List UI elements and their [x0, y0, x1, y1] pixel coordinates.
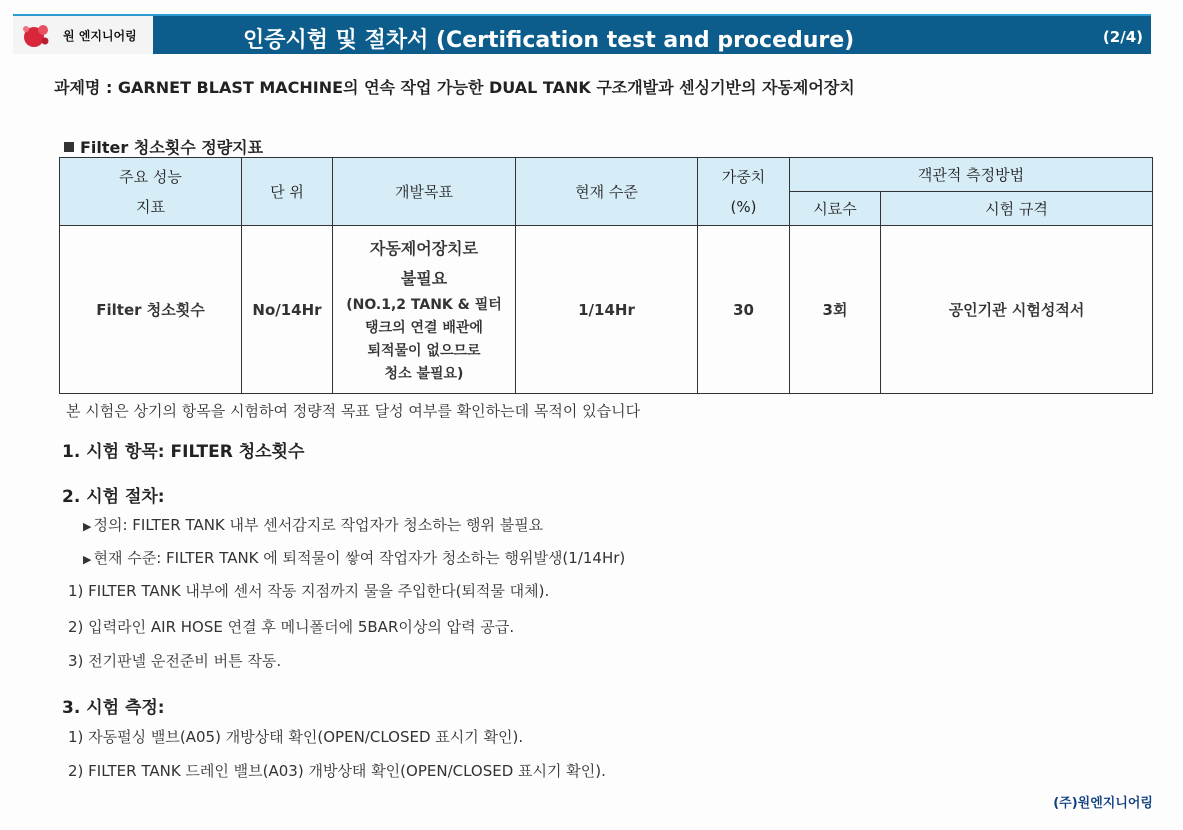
section-2-title: 2. 시험 절차: — [62, 487, 165, 507]
header-weight: 가중치 (%) — [698, 158, 790, 226]
project-title: 과제명 : GARNET BLAST MACHINE의 연속 작업 가능한 DUAL TANK 구조개발과 센싱기반의 자동제어장치 — [54, 78, 855, 97]
procedure-step-1: 1) FILTER TANK 내부에 센서 작동 지점까지 물을 주입한다(퇴적물 대체). — [68, 582, 550, 600]
header-unit: 단 위 — [242, 158, 333, 226]
cell-current: 1/14Hr — [516, 226, 698, 394]
section-title — [64, 135, 263, 158]
current-level-line: ▶ 현재 수준: FILTER TANK 에 퇴적물이 쌓여 작업자가 청소하는 행위발생(1/14Hr) — [83, 549, 626, 567]
table-row — [60, 226, 1153, 394]
header-current: 현재 수준 — [516, 158, 698, 226]
section-1-title: 1. 시험 항목: FILTER 청소횟수 — [62, 442, 305, 462]
purpose-note: 본 시험은 상기의 항목을 시험하여 정량적 목표 달성 여부를 확인하는데 목적이 있습니다 — [66, 402, 641, 420]
company-logo-icon — [21, 23, 51, 49]
triangle-bullet-icon: ▶ — [83, 520, 92, 533]
cell-samples: 3회 — [790, 226, 881, 394]
performance-table — [59, 157, 1153, 394]
definition-line: ▶ 정의: FILTER TANK 내부 센서감지로 작업자가 청소하는 행위 불필요 — [83, 516, 544, 534]
footer-company: (주)원엔지니어링 — [1053, 796, 1153, 811]
procedure-step-2: 2) 입력라인 AIR HOSE 연결 후 메니폴더에 5BAR이상의 압력 공급. — [68, 618, 515, 636]
measurement-step-2: 2) FILTER TANK 드레인 밸브(A03) 개방상태 확인(OPEN/CLOSED 표시기 확인). — [68, 762, 606, 780]
cell-standard: 공인기관 시험성적서 — [881, 226, 1153, 394]
header-samples: 시료수 — [790, 192, 881, 226]
section-3-title: 3. 시험 측정: — [62, 698, 165, 718]
cell-goal: 자동제어장치로 불필요 (NO.1,2 TANK & 필터 탱크의 연결 배관에 퇴적물이 없으므로 청소 불필요) — [333, 226, 516, 394]
measurement-step-1: 1) 자동펄싱 밸브(A05) 개방상태 확인(OPEN/CLOSED 표시기 확인). — [68, 728, 524, 746]
procedure-step-3: 3) 전기판넬 운전준비 버튼 작동. — [68, 652, 282, 670]
cell-indicator: Filter 청소횟수 — [60, 226, 242, 394]
header-indicator: 주요 성능 지표 — [60, 158, 242, 226]
header-method: 객관적 측정방법 — [790, 158, 1153, 192]
cell-unit: No/14Hr — [242, 226, 333, 394]
header-goal: 개발목표 — [333, 158, 516, 226]
square-bullet-icon — [64, 142, 74, 152]
page-number: (2/4) — [1102, 28, 1143, 46]
header-standard: 시험 규격 — [881, 192, 1153, 226]
logo-area — [13, 16, 153, 54]
cell-weight: 30 — [698, 226, 790, 394]
header-bar — [13, 14, 1151, 54]
triangle-bullet-icon: ▶ — [83, 553, 92, 566]
section-title-text: Filter 청소횟수 정량지표 — [80, 138, 264, 157]
logo-text: 원 엔지니어링 — [63, 29, 137, 43]
document-title: 인증시험 및 절차서 (Certification test and procedure) — [243, 28, 855, 53]
